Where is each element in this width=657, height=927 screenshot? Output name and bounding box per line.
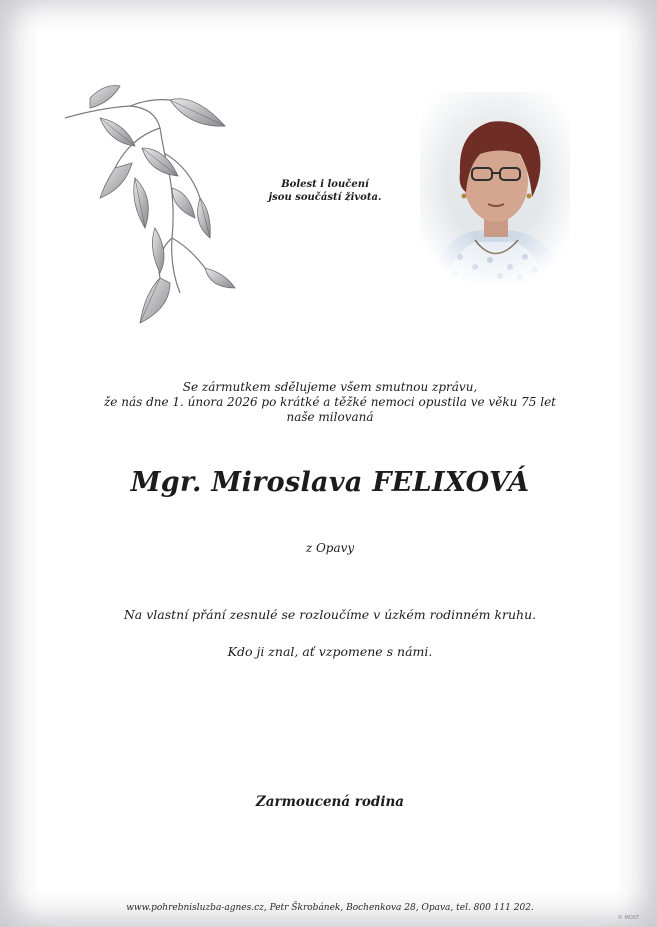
corner-mark: © MOST — [617, 915, 639, 921]
announcement-line-2: že nás dne 1. února 2026 po krátké a těžké nemoci opustila ve věku 75 let — [103, 395, 557, 409]
funeral-service-footer: www.pohrebnisluzba-agnes.cz, Petr Škrobánek, Bochenkova 28, Opava, tel. 800 111 202. — [126, 903, 534, 913]
announcement-line-1: Se zármutkem sdělujeme všem smutnou zprávu, — [182, 380, 478, 394]
motto-line-1: Bolest i loučení — [281, 179, 369, 190]
leaf-branch-illustration — [60, 78, 250, 333]
funeral-wish-text: Na vlastní přání zesnulé se rozloučíme v úzkém rodinném kruhu. — [123, 607, 537, 622]
family-signature: Zarmoucená rodina — [255, 794, 405, 810]
announcement-text — [60, 380, 600, 425]
announcement-line-3: naše milovaná — [286, 410, 374, 424]
deceased-origin: z Opavy — [305, 541, 355, 555]
motto-line-2: jsou součástí života. — [268, 192, 382, 203]
portrait-photo — [420, 92, 570, 282]
deceased-name: Mgr. Miroslava FELIXOVÁ — [130, 467, 530, 498]
motto-text — [250, 178, 400, 204]
remembrance-text: Kdo ji znal, ať vzpomene s námi. — [227, 644, 433, 659]
